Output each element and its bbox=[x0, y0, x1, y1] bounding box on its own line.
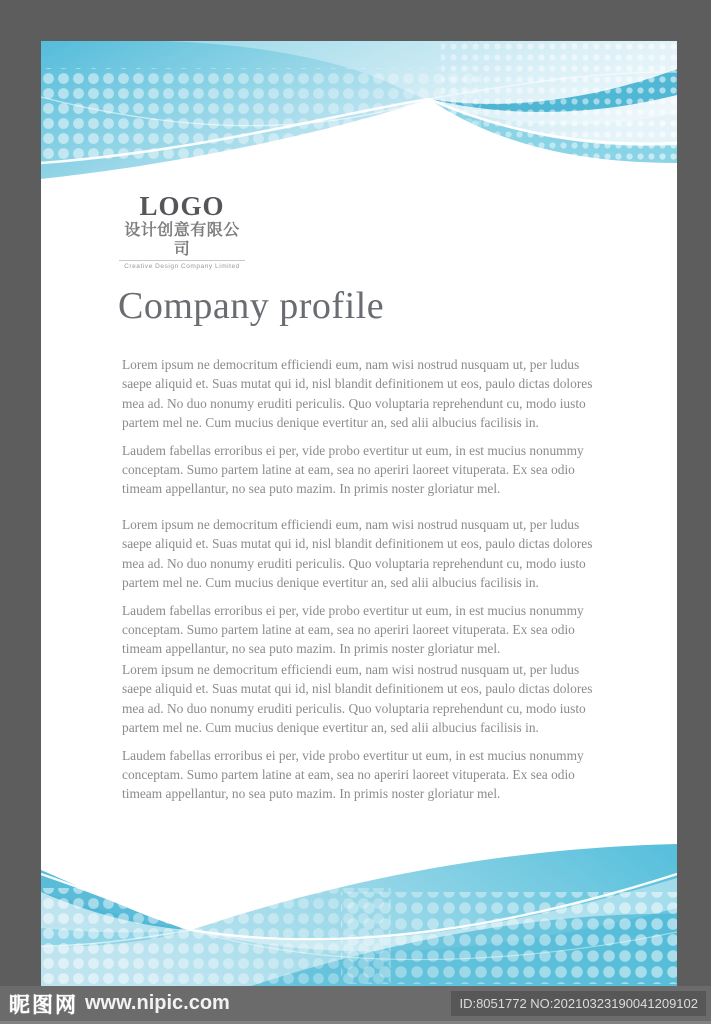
watermark-bar bbox=[0, 986, 711, 1024]
logo-chinese-name: 设计创意有限公司 bbox=[124, 222, 240, 258]
document-page bbox=[41, 41, 677, 986]
text-section bbox=[122, 660, 600, 812]
paragraph: Lorem ipsum ne democritum efficiendi eum, nam wisi nostrud nusquam ut, per ludus saepe aliquid et. Suas mutat qui id, nisl blandit definitionem ut eos, paulo dictas dolores mea ad. No duo nonumy eruditi periculis. Quo voluptaria reprehendunt cu, modo iusto partem mel ne. Cum mucius denique evertitur an, sed alii albucius facilisis in. bbox=[122, 357, 593, 431]
paragraph: Lorem ipsum ne democritum efficiendi eum, nam wisi nostrud nusquam ut, per ludus saepe aliquid et. Suas mutat qui id, nisl blandit definitionem ut eos, paulo dictas dolores mea ad. No duo nonumy eruditi periculis. Quo voluptaria reprehendunt cu, modo iusto partem mel ne. Cum mucius denique evertitur an, sed alii albucius facilisis in. bbox=[122, 662, 593, 736]
nipic-branding bbox=[0, 989, 230, 1019]
paragraph: Laudem fabellas erroribus ei per, vide probo evertitur ut eum, in est mucius nonummy conceptam. Sumo partem latine at eam, sea no aperiri laoreet vituperata. Ex sea odio timeam appellantur, no sea puto mazim. In primis noster gloriatur mel. bbox=[122, 602, 584, 657]
image-id-badge: ID:8051772 NO:20210323190041209102 bbox=[451, 991, 706, 1016]
text-section bbox=[122, 515, 600, 667]
company-logo bbox=[119, 193, 245, 271]
logo-english-name: Creative Design Company Limited bbox=[119, 260, 245, 271]
paragraph: Laudem fabellas erroribus ei per, vide probo evertitur ut eum, in est mucius nonummy conceptam. Sumo partem latine at eam, sea no aperiri laoreet vituperata. Ex sea odio timeam appellantur, no sea puto mazim. In primis noster gloriatur mel. bbox=[122, 442, 584, 497]
nipic-url: www.nipic.com bbox=[85, 992, 230, 1014]
paragraph: Lorem ipsum ne democritum efficiendi eum, nam wisi nostrud nusquam ut, per ludus saepe aliquid et. Suas mutat qui id, nisl blandit definitionem ut eos, paulo dictas dolores mea ad. No duo nonumy eruditi periculis. Quo voluptaria reprehendunt cu, modo iusto partem mel ne. Cum mucius denique evertitur an, sed alii albucius facilisis in. bbox=[122, 517, 593, 591]
page-title: Company profile bbox=[118, 285, 385, 327]
bottom-wave-decoration bbox=[41, 836, 677, 986]
nipic-logo: 昵图网 bbox=[9, 993, 78, 1017]
logo-text: LOGO bbox=[139, 191, 225, 221]
text-section bbox=[122, 355, 600, 507]
paragraph: Laudem fabellas erroribus ei per, vide probo evertitur ut eum, in est mucius nonummy conceptam. Sumo partem latine at eam, sea no aperiri laoreet vituperata. Ex sea odio timeam appellantur, no sea puto mazim. In primis noster gloriatur mel. bbox=[122, 747, 584, 802]
top-wave-decoration bbox=[41, 41, 677, 186]
